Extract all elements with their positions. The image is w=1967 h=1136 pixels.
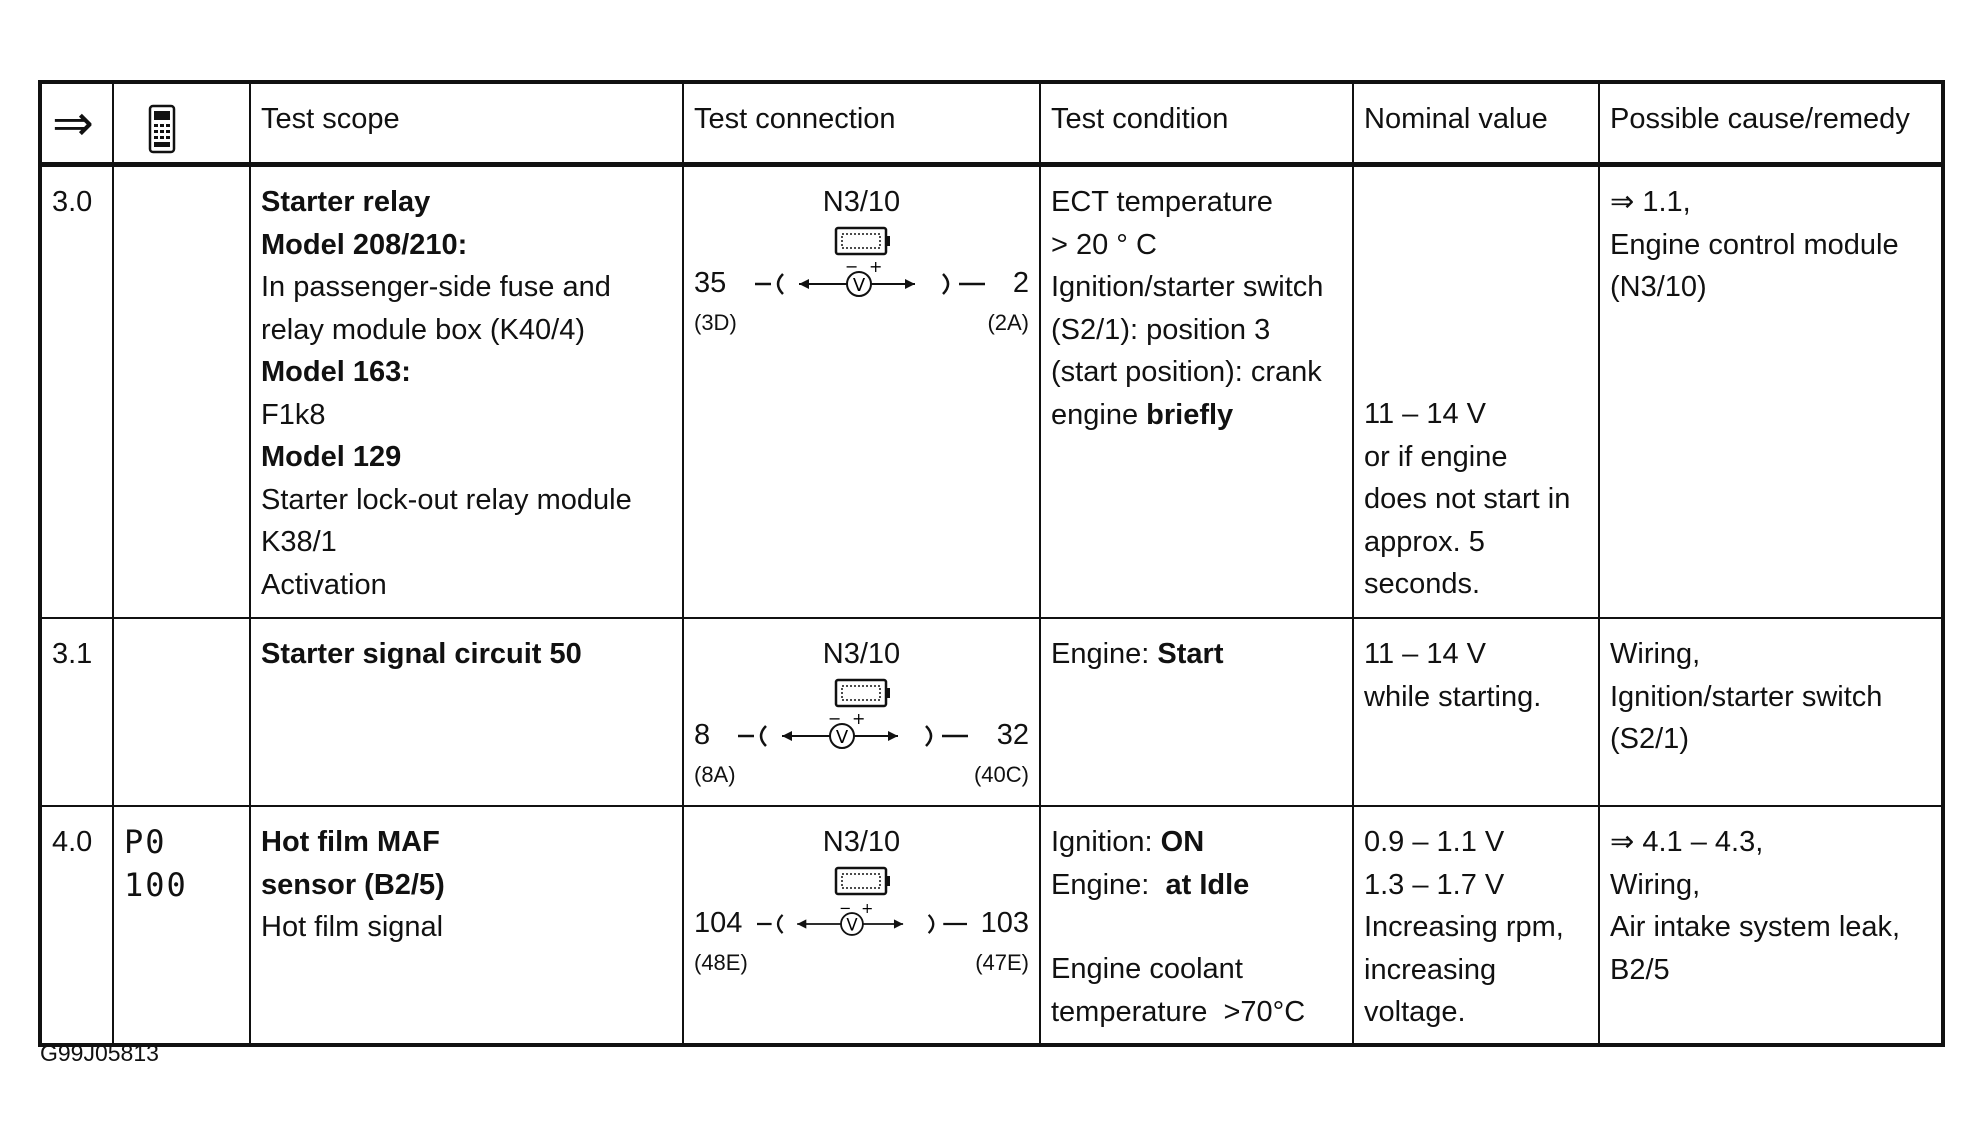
pin-left-sub: (48E) [694,949,748,975]
condition-line: ECT temperature [1051,186,1273,218]
pin-left-sub: (3D) [694,309,737,335]
remedy-line: ⇒ 4.1 – 4.3, [1610,826,1764,858]
pin-left-sub: (8A) [694,761,736,787]
pin-right-sub: (47E) [975,949,1029,975]
test-connection-header: Test connection [683,82,1040,165]
scope-line: K38/1 [261,526,337,558]
remedy-line: ⇒ 1.1, [1610,186,1691,218]
scope-line: In passenger-side fuse and [261,271,611,303]
scope-line: Hot film signal [261,911,444,943]
voltmeter-icon [757,902,967,946]
nominal-line: or if engine [1364,440,1508,473]
remedy-cell [1599,618,1943,806]
svg-text:−: − [828,713,842,728]
test-connection-cell [683,618,1040,806]
condition-value: Start [1157,638,1224,670]
nominal-value-cell [1353,165,1599,619]
scope-line: relay module box (K40/4) [261,313,585,346]
test-condition-header: Test condition [1040,82,1353,165]
pin-right: 32 [996,719,1029,752]
remedy-line: Air intake system leak, [1610,911,1901,943]
condition-line: (S2/1): position 3 [1051,313,1271,346]
nominal-line: 1.3 – 1.7 V [1364,868,1505,901]
pin-right: 2 [1012,267,1029,300]
svg-text:+: + [860,901,873,917]
nominal-line: approx. 5 [1364,525,1485,558]
scope-line: Starter lock-out relay module [261,483,632,516]
fault-code: P0 100 [113,806,250,1045]
condition-emphasis: briefly [1146,398,1234,431]
step-number: 4.0 [40,806,113,1045]
remedy-line: Engine control module [1610,228,1899,261]
pin-left: 104 [694,907,743,940]
pin-right: 103 [980,907,1029,940]
condition-text: engine [1051,398,1147,431]
pin-left: 35 [694,267,727,300]
test-scope-header: Test scope [250,82,683,165]
test-condition-cell [1040,165,1353,619]
remedy-line: Wiring, [1610,638,1701,670]
scope-line: Starter relay [261,186,431,218]
scope-line: Model 208/210: [261,228,468,261]
header-row [40,82,1943,165]
arrow-column-header: ⇒ [40,82,113,165]
nominal-value-cell [1353,806,1599,1045]
scope-line: sensor (B2/5) [261,868,445,901]
pin-sub-labels [694,308,1029,338]
module-label: N3/10 [822,638,901,670]
hand-held-tester-icon [140,102,184,156]
possible-cause-header: Possible cause/remedy [1599,82,1943,165]
diagnostic-test-table [38,80,1945,1047]
table-row [40,165,1943,619]
test-condition-cell [1040,806,1353,1045]
pin-left: 8 [694,719,711,752]
nominal-line: Increasing rpm, [1364,911,1564,943]
ecu-connector-icon [832,224,892,260]
svg-text:V: V [852,274,865,296]
nominal-line: while starting. [1364,680,1542,713]
voltmeter-icon [755,262,985,306]
table-row [40,806,1943,1045]
svg-text:V: V [845,914,858,934]
tester-column-header [113,82,250,165]
nominal-line: voltage. [1364,996,1466,1028]
condition-line [1051,864,1342,907]
scope-line: Starter signal circuit 50 [261,638,582,670]
step-number: 3.1 [40,618,113,806]
svg-text:+: + [868,261,882,276]
nominal-line: does not start in [1364,483,1571,515]
condition-line: temperature >70°C [1051,995,1306,1028]
step-number: 3.0 [40,165,113,619]
condition-line: > 20 ° C [1051,228,1157,261]
module-label: N3/10 [822,826,901,858]
remedy-cell [1599,806,1943,1045]
remedy-line: (N3/10) [1610,271,1707,303]
fault-code [113,165,250,619]
remedy-cell [1599,165,1943,619]
table-row [40,618,1943,806]
condition-value: at Idle [1165,868,1250,901]
test-scope-cell [250,165,683,619]
nominal-line: 11 – 14 V [1364,398,1487,430]
svg-text:+: + [852,713,866,728]
test-scope-cell [250,806,683,1045]
condition-label: Ignition: [1051,826,1161,858]
nominal-line: 11 – 14 V [1364,638,1487,670]
pin-right-sub: (2A) [987,309,1029,335]
test-connection-cell [683,165,1040,619]
ecu-connector-icon [832,864,892,900]
condition-label: Engine: [1051,868,1166,901]
remedy-line: B2/5 [1610,953,1670,986]
condition-line [1051,821,1342,864]
test-connection-cell [683,806,1040,1045]
scope-line: Model 129 [261,441,402,473]
scope-line: Hot film MAF [261,826,440,858]
condition-value: ON [1160,826,1205,858]
figure-code: G99J05813 [40,1040,159,1066]
test-condition-cell [1040,618,1353,806]
nominal-line: seconds. [1364,568,1481,600]
remedy-line: Ignition/starter switch [1610,680,1883,713]
scope-line: Activation [261,568,387,601]
nominal-value-cell [1353,618,1599,806]
condition-label: Engine: [1051,638,1158,670]
fault-code [113,618,250,806]
module-label: N3/10 [822,186,901,218]
svg-text:V: V [836,726,849,748]
remedy-line: (S2/1) [1610,723,1689,755]
remedy-line: Wiring, [1610,868,1701,901]
condition-line: Ignition/starter switch [1051,271,1324,303]
pin-sub-labels [694,760,1029,790]
voltmeter-icon [738,714,968,758]
pin-measurement [694,902,1029,946]
pin-right-sub: (40C) [973,761,1029,787]
pin-sub-labels [694,948,1029,978]
pin-measurement [694,714,1029,758]
condition-line [1051,394,1342,437]
condition-line: (start position): crank [1051,356,1322,388]
nominal-line: increasing [1364,953,1497,986]
nominal-value-header: Nominal value [1353,82,1599,165]
pin-measurement [694,262,1029,306]
ecu-connector-icon [832,676,892,712]
scope-line: F1k8 [261,398,326,431]
test-scope-cell [250,618,683,806]
svg-text:−: − [844,261,858,276]
scope-line: Model 163: [261,356,411,388]
nominal-line: 0.9 – 1.1 V [1364,826,1505,858]
svg-text:−: − [838,901,851,917]
condition-line [1051,633,1342,676]
condition-line: Engine coolant [1051,953,1243,985]
